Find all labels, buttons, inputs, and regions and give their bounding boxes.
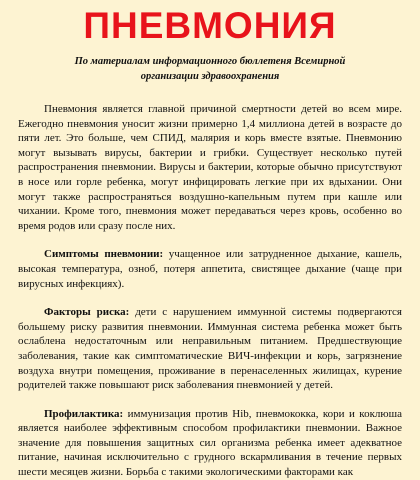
prevention-heading: Профилактика: xyxy=(44,407,124,420)
risk-factors-text: дети с нарушением иммунной системы подвергаются большему риску развития пневмонии. Иммунная система ребенка может быть ослаблена недостаточным или неправильным питанием. Предшествующие заболевания, такие как симптоматические ВИЧ-инфекции и корь, загрязнение воздуха внутри помещения, проживание в перенаселенных жилищах, курение родителей также повышают риск заболевания пневмонией у детей. xyxy=(18,306,402,392)
risk-factors-paragraph xyxy=(18,305,402,393)
prevention-text: иммунизация против Hib, пневмококка, кори и коклюша является наиболее эффективным способом профилактики пневмонии. Важное значение для повышения защитных сил организма ребенка имеет адекватное питание, начиная исключительно с грудного вскармливания в течение первых шести месяцев жизни. Борьба с такими экологическими факторами как xyxy=(18,407,402,479)
document-title: ПНЕВМОНИЯ xyxy=(83,5,337,46)
prevention-paragraph xyxy=(18,407,402,480)
intro-paragraph: Пневмония является главной причиной смертности детей во всем мире. Ежегодно пневмония уносит жизни примерно 1,4 миллиона детей в возрасте до пяти лет. Это больше, чем СПИД, малярия и корь вместе взятые. Пневмонию могут вызывать вирусы, бактерии и грибки. Существует несколько путей распространения пневмонии. Вирусы и бактерии, которые обычно присутствуют в носе или горле ребенка, могут инфицировать легкие при их вдыхании. Они могут также распространяться воздушно-капельным путем при кашле или чихании. Кроме того, пневмония может передаваться через кровь, особенно во время родов или сразу после них. xyxy=(18,103,402,232)
document-page xyxy=(0,4,420,479)
symptoms-paragraph xyxy=(18,247,402,291)
symptoms-heading: Симптомы пневмонии: xyxy=(44,248,164,261)
risk-factors-heading: Факторы риска: xyxy=(44,306,130,319)
document-subtitle: По материалам информационного бюллетеня Всемирной организации здравоохранения xyxy=(74,56,346,82)
symptoms-text: учащенное или затрудненное дыхание, кашель, высокая температура, озноб, потеря аппетита, свистящее дыхание (чаще при вирусных инфекциях). xyxy=(18,248,403,290)
